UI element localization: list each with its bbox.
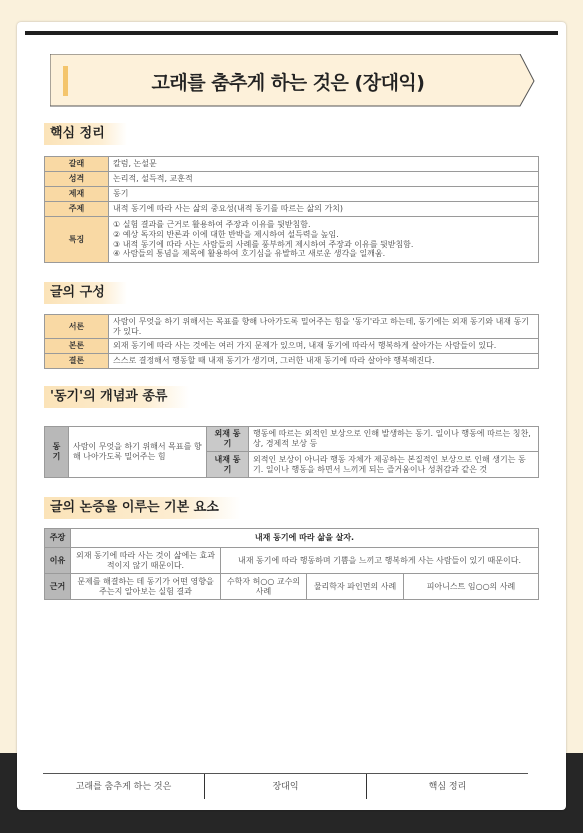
feature-item: ③ 내적 동기에 따라 사는 사람들의 사례를 풍부하게 제시하여 주장과 이유를 뒷받침함. bbox=[113, 239, 414, 249]
concept-label: 동기 bbox=[45, 427, 69, 478]
row-value: 칼럼, 논설문 bbox=[109, 157, 539, 172]
table-row bbox=[45, 187, 539, 202]
row-label: 제재 bbox=[45, 187, 109, 202]
row-value: 사람이 무엇을 하기 위해서는 목표를 향해 나아가도록 밀어주는 힘을 '동기'라고 하는데, 동기에는 외재 동기와 내재 동기가 있다. bbox=[109, 315, 539, 339]
row-label: 주제 bbox=[45, 202, 109, 217]
reason-text: 외재 동기에 따라 사는 것이 삶에는 효과적이지 않기 때문이다. bbox=[71, 548, 221, 574]
table-row bbox=[45, 574, 539, 600]
section-heading-argument: 글의 논증을 이루는 기본 요소 bbox=[44, 497, 241, 519]
row-value: 내적 동기에 따라 사는 삶의 중요성(내적 동기를 따르는 삶의 가치) bbox=[109, 202, 539, 217]
table-row bbox=[45, 202, 539, 217]
footer-section: 핵심 정리 bbox=[366, 774, 528, 799]
features-label: 특징 bbox=[45, 217, 109, 263]
structure-table bbox=[44, 314, 539, 369]
section-heading-summary: 핵심 정리 bbox=[44, 123, 127, 145]
concept-table bbox=[44, 426, 539, 478]
table-row bbox=[45, 339, 539, 354]
footer-author: 장대익 bbox=[204, 774, 366, 799]
row-value: 외재 동기에 따라 사는 것에는 여러 가지 문제가 있으며, 내재 동기에 따라서 행복하게 살아가는 사람들이 있다. bbox=[109, 339, 539, 354]
concept-definition: 사람이 무엇을 하기 위해서 목표를 향해 나아가도록 밀어주는 힘 bbox=[69, 427, 207, 478]
table-row bbox=[45, 427, 539, 452]
evidence-text: 물리학자 파인먼의 사례 bbox=[307, 574, 404, 600]
page-title: 고래를 춤추게 하는 것은 (장대익) bbox=[151, 72, 425, 94]
table-row bbox=[45, 354, 539, 369]
type-label: 외재 동기 bbox=[207, 427, 249, 452]
row-label: 본론 bbox=[45, 339, 109, 354]
row-value: 스스로 결정해서 행동할 때 내재 동기가 생기며, 그러한 내재 동기에 따라 살아야 행복해진다. bbox=[109, 354, 539, 369]
claim-text: 내재 동기에 따라 삶을 살자. bbox=[71, 529, 539, 548]
argument-table bbox=[44, 528, 539, 600]
row-label: 성격 bbox=[45, 172, 109, 187]
section-heading-concept: '동기'의 개념과 종류 bbox=[44, 386, 189, 408]
title-banner bbox=[50, 54, 536, 108]
evidence-text: 문제를 해결하는 데 동기가 어떤 영향을 주는지 알아보는 실험 결과 bbox=[71, 574, 221, 600]
evidence-text: 피아니스트 임○○의 사례 bbox=[404, 574, 539, 600]
feature-item: ② 예상 독자의 반론과 이에 대한 반박을 제시하여 설득력을 높임. bbox=[113, 229, 339, 239]
type-description: 행동에 따르는 외적인 보상으로 인해 발생하는 동기. 일이나 행동에 따르는 칭찬, 상, 경제적 보상 등 bbox=[249, 427, 539, 452]
row-value: 논리적, 설득적, 교훈적 bbox=[109, 172, 539, 187]
claim-label: 주장 bbox=[45, 529, 71, 548]
reason-label: 이유 bbox=[45, 548, 71, 574]
row-label: 결론 bbox=[45, 354, 109, 369]
row-label: 갈래 bbox=[45, 157, 109, 172]
feature-item: ④ 사람들의 통념을 제목에 활용하여 호기심을 유발하고 새로운 생각을 일깨움. bbox=[113, 249, 386, 259]
page-footer bbox=[43, 773, 528, 799]
feature-item: ① 실험 결과를 근거로 활용하여 주장과 이유를 뒷받침함. bbox=[113, 220, 311, 230]
footer-title: 고래를 춤추게 하는 것은 bbox=[75, 782, 172, 792]
table-row bbox=[45, 172, 539, 187]
features-list bbox=[109, 217, 539, 263]
evidence-label: 근거 bbox=[45, 574, 71, 600]
table-row bbox=[45, 548, 539, 574]
reason-text: 내재 동기에 따라 행동하며 기쁨을 느끼고 행복하게 사는 사람들이 있기 때문이다. bbox=[221, 548, 539, 574]
row-label: 서론 bbox=[45, 315, 109, 339]
type-label: 내재 동기 bbox=[207, 452, 249, 478]
table-row bbox=[45, 217, 539, 263]
type-description: 외적인 보상이 아니라 행동 자체가 제공하는 본질적인 보상으로 인해 생기는 동기. 일이나 행동을 하면서 느끼게 되는 즐거움이나 성취감과 같은 것 bbox=[249, 452, 539, 478]
evidence-text: 수학자 허○○ 교수의 사례 bbox=[221, 574, 307, 600]
table-row bbox=[45, 157, 539, 172]
section-heading-structure: 글의 구성 bbox=[44, 282, 127, 304]
summary-table bbox=[44, 156, 539, 263]
top-rule bbox=[25, 31, 558, 35]
row-value: 동기 bbox=[109, 187, 539, 202]
table-row bbox=[45, 315, 539, 339]
table-row bbox=[45, 529, 539, 548]
